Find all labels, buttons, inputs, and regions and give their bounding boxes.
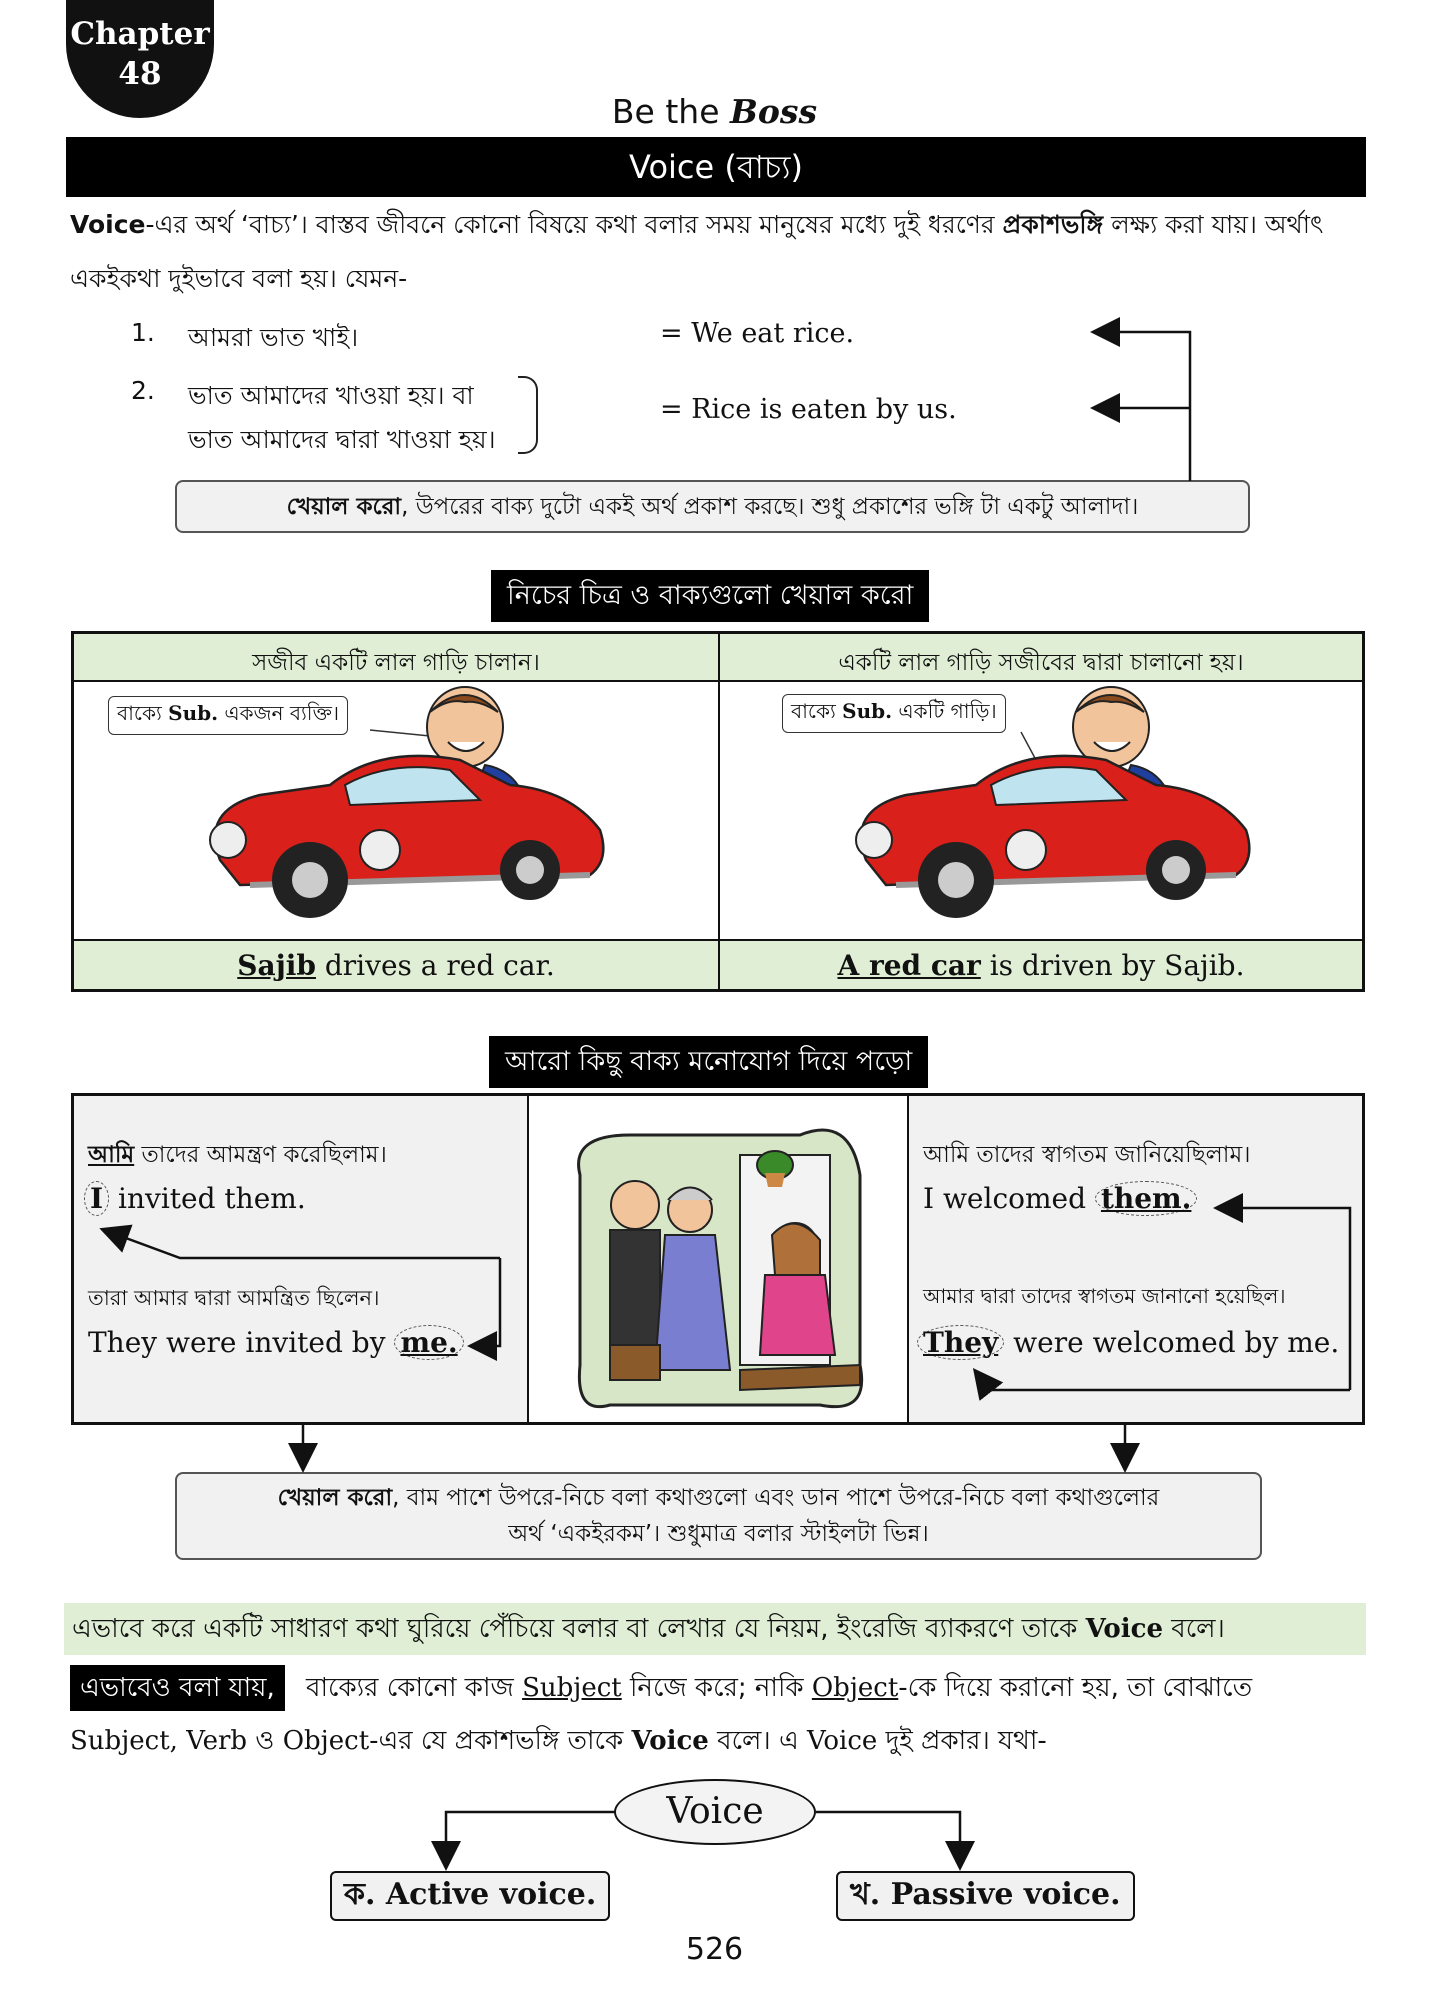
book-title-prefix: Be the — [611, 92, 720, 131]
bold-voice: Voice — [1085, 1614, 1163, 1644]
example-number: 2. — [131, 376, 155, 405]
note-bold: খেয়াল করো — [277, 1485, 393, 1511]
note-line-1: , বাম পাশে উপরে-নিচে বলা কথাগুলো এবং ডান পাশে উপরে-নিচে বলা কথাগুলোর — [392, 1485, 1160, 1511]
circled-word: me. — [394, 1325, 463, 1360]
bold-voice: Voice — [631, 1726, 709, 1756]
car-illustration-left — [210, 687, 603, 918]
intro-lead: Voice — [70, 210, 146, 239]
bubble-text: বাক্যে — [117, 701, 162, 725]
voice-root-node: Voice — [614, 1779, 816, 1845]
term-object: Object — [811, 1673, 899, 1703]
example-bangla: আমরা ভাত খাই। — [188, 323, 359, 352]
intro-text-1: -এর অর্থ ‘বাচ্য’। বাস্তব জীবনে কোনো বিষয়ে কথা বলার সময় মানুষের মধ্যে দুই ধরণের — [145, 210, 1003, 239]
bold-ami: আমি — [88, 1142, 135, 1168]
text: বাক্যের কোনো কাজ — [306, 1673, 523, 1703]
term-object: Object — [282, 1726, 370, 1756]
example-connector-arrows — [1095, 332, 1190, 481]
text: were welcomed by me. — [1004, 1326, 1340, 1359]
text: They were invited by — [88, 1326, 395, 1359]
car-right-header: একটি লাল গাড়ি সজীবের দ্বারা চালানো হয়। — [838, 650, 1244, 676]
chapter-number: 48 — [118, 56, 162, 92]
circled-word: them. — [1095, 1181, 1197, 1216]
term-voice: Voice — [807, 1726, 878, 1756]
text: -এর যে প্রকাশভঙ্গি তাকে — [369, 1726, 632, 1756]
passive-voice-box: খ. Passive voice. — [836, 1871, 1135, 1921]
bubble-sub: Sub. — [168, 701, 219, 725]
alt-tag: এভাবেও বলা যায়, — [70, 1665, 285, 1711]
footer-subject: Sajib — [237, 949, 316, 982]
text: invited them. — [109, 1182, 306, 1215]
text: নিজে করে; নাকি — [621, 1673, 812, 1703]
circled-word: I — [84, 1181, 109, 1216]
voice-diagram-arrows — [446, 1812, 960, 1866]
page-number: 526 — [685, 1932, 744, 1967]
footer-rest: drives a red car. — [315, 949, 555, 982]
example-english: = Rice is eaten by us. — [660, 394, 957, 425]
example-bangla-alt: ভাত আমাদের দ্বারা খাওয়া হয়। — [188, 425, 496, 454]
text: I welcomed — [923, 1182, 1095, 1215]
intro-text-2: লক্ষ্য করা যায়। অর্থাৎ একইকথা দুইভাবে বলা হয়। যেমন- — [70, 210, 1324, 293]
bubble-sub: Sub. — [842, 699, 893, 723]
text: -কে দিয়ে করানো হয়, তা বোঝাতে — [898, 1673, 1253, 1703]
note-line-2: অর্থ ‘একইরকম’। শুধুমাত্র বলার স্টাইলটা ভিন্ন। — [508, 1521, 929, 1547]
term-subject: Subject — [522, 1673, 622, 1703]
footer-rest: is driven by Sajib. — [980, 949, 1245, 982]
car-illustration-right — [856, 687, 1249, 918]
text: বলে। — [1163, 1614, 1225, 1644]
chapter-label: Chapter — [70, 16, 210, 52]
text: দুই প্রকার। যথা- — [877, 1726, 1047, 1756]
section-heading-2: আরো কিছু বাক্য মনোযোগ দিয়ে পড়ো — [489, 1036, 928, 1088]
note-bold: খেয়াল করো — [286, 494, 402, 520]
right-bangla-2: আমার দ্বারা তাদের স্বাগতম জানানো হয়েছিল। — [923, 1284, 1286, 1308]
example-english: = We eat rice. — [660, 318, 855, 349]
text: বলে। এ — [708, 1726, 808, 1756]
right-bangla-1: আমি তাদের স্বাগতম জানিয়েছিলাম। — [923, 1142, 1251, 1168]
circled-word: They — [917, 1325, 1004, 1360]
text: এভাবে করে একটি সাধারণ কথা ঘুরিয়ে পেঁচিয়ে বলার বা লেখার যে নিয়ম, ইংরেজি ব্যাকরণে তাকে — [72, 1614, 1086, 1644]
example-bangla: ভাত আমাদের খাওয়া হয়। বা — [188, 381, 474, 410]
welcome-illustration — [579, 1130, 862, 1407]
bubble-text: বাক্যে — [791, 699, 836, 723]
page-title: Voice (বাচ্য) — [66, 137, 1366, 197]
note-text: , উপরের বাক্য দুটো একই অর্থ প্রকাশ করছে। শুধু প্রকাশের ভঙ্গি টা একটু আলাদা। — [401, 494, 1139, 520]
book-title-emph: Boss — [730, 92, 818, 131]
intro-bold: প্রকাশভঙ্গি — [1002, 210, 1104, 239]
section-heading-1: নিচের চিত্র ও বাক্যগুলো খেয়াল করো — [491, 570, 929, 622]
car-left-header: সজীব একটি লাল গাড়ি চালান। — [252, 650, 540, 676]
bubble-rest: একটি গাড়ি। — [898, 699, 997, 723]
term-subject-verb: Subject, Verb — [70, 1726, 248, 1756]
active-voice-box: ক. Active voice. — [330, 1871, 610, 1921]
bubble-rest: একজন ব্যক্তি। — [224, 701, 340, 725]
footer-subject: A red car — [837, 949, 981, 982]
example-number: 1. — [131, 318, 155, 347]
left-bangla-2: তারা আমার দ্বারা আমন্ত্রিত ছিলেন। — [88, 1286, 380, 1310]
text: তাদের আমন্ত্রণ করেছিলাম। — [134, 1142, 387, 1168]
text: ও — [247, 1726, 283, 1756]
